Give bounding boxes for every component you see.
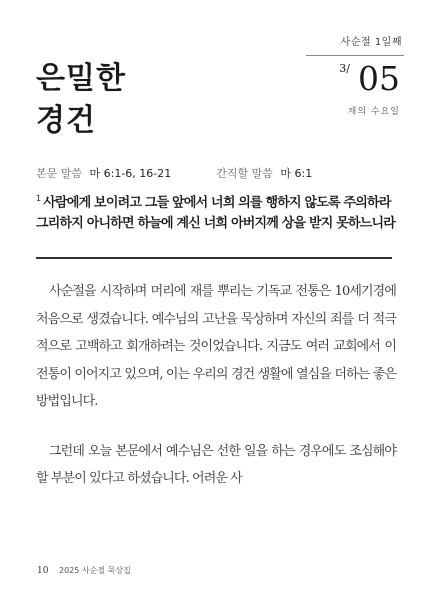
section-divider [36,257,392,259]
page-footer [37,565,131,576]
date-day: 05 [358,59,400,98]
verse-number: 1 [36,194,41,203]
scripture-quote [36,188,396,234]
tag-divider [306,55,404,56]
season-day-tag: 사순절 1일째 [340,37,402,48]
scripture-references [36,165,410,181]
date-month: 3/ [339,62,350,75]
body-paragraph: 사순절을 시작하며 머리에 재를 뿌리는 기독교 전통은 10세기경에 처음으로 생겼습니다. 예수님의 고난을 묵상하며 자신의 죄를 더 적극적으로 고백하고 회개하려는 것이었습니다. 지금도 여러 교회에서 이 전통이 이어지고 있으며, 이는 우리의 경건 생활에 열심을 더하는 좋은 방법입니다. [36,284,396,409]
memory-verse-label: 간직할 말씀 [216,167,273,180]
body-paragraph: 그런데 오늘 본문에서 예수님은 선한 일을 하는 경우에도 조심해야 할 부분이 있다고 하셨습니다. 어려운 사 [36,443,396,486]
main-reading-label: 본문 말씀 [36,167,83,180]
scripture-text: 사람에게 보이려고 그들 앞에서 너희 의를 행하지 않도록 주의하라 그리하지 아니하면 하늘에 계신 너희 아버지께 상을 받지 못하느니라 [36,195,396,232]
page-title [36,58,126,142]
devotional-body [36,278,396,493]
page-number: 10 [37,566,49,576]
book-title: 2025 사순절 묵상집 [59,566,131,575]
weekday-label: 재의 수요일 [347,107,400,117]
main-reading-value: 마 6:1-6, 16-21 [89,167,172,180]
title-line-1: 은밀한 [36,61,126,96]
title-line-2: 경건 [36,103,96,138]
memory-verse-value: 마 6:1 [280,167,313,180]
